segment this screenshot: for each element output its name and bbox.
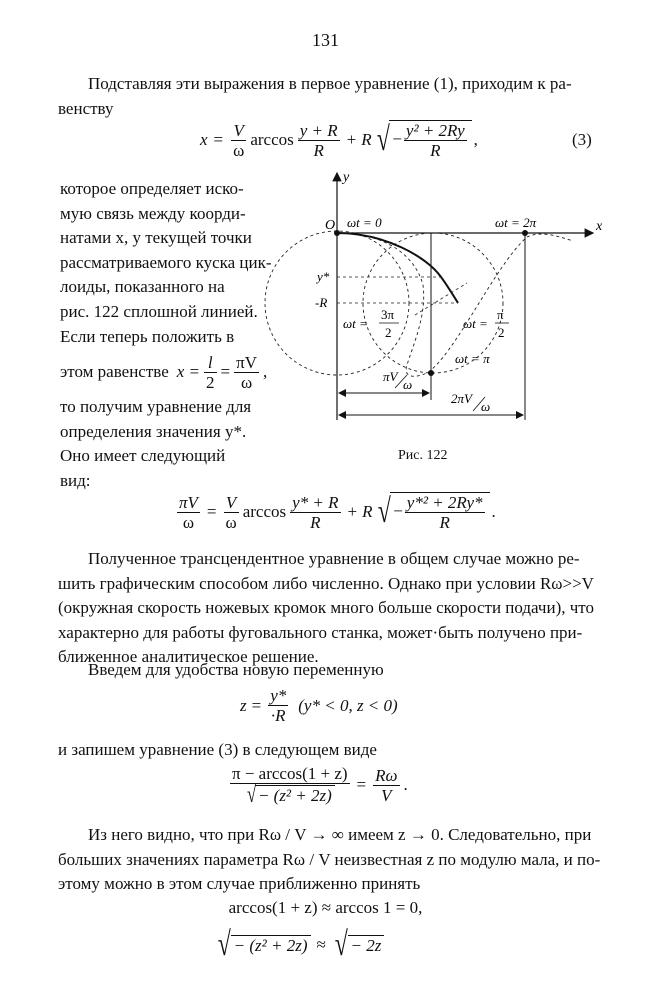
eq4-equals: =: [206, 502, 217, 521]
eq4-omega-2: ω: [225, 512, 237, 532]
eq5-numerator: y*: [270, 686, 287, 705]
eq8-approx: ≈: [316, 935, 326, 954]
label-ystar: y*: [317, 269, 330, 284]
eq6-radical: − (z² + 2z): [255, 785, 335, 805]
label-3pi: 3π: [381, 307, 395, 322]
paragraph-5-line-3: этому можно в этом случае приближенно принять: [58, 874, 421, 894]
eq4-radical-numerator: y*² + 2Ry*: [406, 493, 483, 512]
eq3-radical-numerator: y² + 2Ry: [405, 121, 465, 140]
eq4-v: V: [224, 493, 239, 513]
equation-8: [215, 928, 384, 962]
label-minusR: -R: [315, 295, 328, 310]
paragraph-4: и запишем уравнение (3) в следующем виде: [58, 740, 377, 759]
eq6-rnum: Rω: [375, 765, 398, 785]
equation-6: [228, 764, 408, 809]
eq6-dot: .: [403, 775, 408, 795]
inline-eq2: =: [220, 361, 231, 381]
eq8-rhs-radical: − 2z: [348, 935, 385, 956]
label-dim1-den: ω: [403, 377, 413, 392]
eq6-lhs: [230, 764, 350, 809]
eq3-lhs: x: [200, 130, 208, 149]
label-dim2-den: ω: [481, 399, 491, 414]
label-dim2-num: 2πV: [451, 391, 472, 406]
equation-7: arccos(1 + z) ≈ arccos 1 = 0,: [228, 898, 423, 917]
label-3pi-den: 2: [385, 325, 392, 340]
eq6-denominator: [230, 782, 350, 809]
eq4-arccos: arccos: [242, 502, 287, 521]
eq4-dot: .: [491, 502, 496, 521]
cycloid-solid: [337, 233, 458, 303]
paragraph-1-line-1: Подставляя эти выражения в первое уравнение (1), приходим к ра-: [88, 74, 572, 93]
left-after-line-2: определения значения y*.: [60, 421, 247, 441]
label-origin: O: [325, 218, 336, 233]
eq4-omega: ω: [182, 512, 195, 532]
left-line-4: рассматриваемого куска цик-: [60, 252, 272, 272]
eq6-numerator: π − arccos(1 + z): [232, 764, 348, 783]
eq3-radical: [374, 120, 472, 160]
eq3-r: R: [361, 130, 372, 149]
page-number: 131: [312, 30, 339, 50]
label-wt2pi: ωt = 2π: [495, 215, 537, 230]
eq4-numerator: y* + R: [292, 492, 339, 512]
left-inline-equation: [60, 349, 268, 395]
eq8-lhs-radical: − (z² + 2z): [231, 935, 311, 956]
eq3-comma: ,: [473, 130, 478, 149]
paragraph-1-line-2: венству: [58, 98, 114, 118]
eq5-condition: (y* < 0, z < 0): [298, 695, 398, 715]
eq3-denominator: R: [313, 140, 324, 160]
eq8-lhs: [215, 928, 311, 962]
inline-2: 2: [206, 372, 215, 392]
eq4-minus: −: [393, 501, 403, 521]
inline-x: x =: [176, 361, 201, 381]
figure-122: [255, 165, 615, 450]
paragraph-2-line-2: шить графическим способом либо численно. Однако при условии Rω>>V: [58, 573, 594, 593]
eq4-radical: [375, 492, 490, 532]
eq5-z: z: [240, 695, 247, 715]
label-axis-x: x: [596, 219, 603, 234]
paragraph-2-line-4: характерно для работы фуговального станка, может·быть получено при-: [58, 622, 583, 642]
eq3-omega: ω: [233, 140, 245, 160]
paragraph-5: [58, 823, 603, 897]
label-wtpi2-pre: ωt =: [463, 316, 488, 331]
eq4-radical-denominator: R: [439, 513, 450, 532]
paragraph-2-line-5: ближенное аналитическое решение.: [58, 647, 319, 667]
eq6-equals: =: [356, 775, 367, 795]
eq3-equals: =: [213, 130, 224, 149]
label-pi2-den: 2: [498, 325, 505, 340]
eq5-equals: =: [251, 695, 262, 715]
left-after-line-3: Оно имеет следующий вид:: [60, 446, 226, 490]
left-after-line-1: то получим уравнение для: [60, 397, 252, 417]
eq3-fraction: [298, 121, 340, 160]
paragraph-2-line-1: Полученное трансцендентное уравнение в общем случае можно ре-: [88, 549, 580, 568]
eq5-denominator: ·R: [270, 706, 286, 725]
paragraph-3: Введем для удобства новую переменную: [88, 660, 384, 679]
left-line-5: лоиды, показанного на: [60, 277, 225, 297]
left-line-2: мую связь между коорди-: [60, 203, 246, 223]
inline-piv: πV: [236, 352, 257, 372]
inline-l: l: [204, 353, 217, 373]
sqrt-icon: √: [246, 782, 256, 809]
inline-omega: ω: [240, 372, 253, 392]
label-wt0: ωt = 0: [347, 215, 382, 230]
left-text-block: [60, 177, 272, 494]
paragraph-1: [58, 72, 603, 121]
paragraph-2: [58, 547, 603, 670]
sqrt-icon: √: [377, 493, 391, 530]
eq4-plus: +: [347, 502, 358, 521]
left-line-3: натами x, y текущей точки: [60, 228, 252, 248]
point-2pi: [522, 230, 528, 236]
left-line-6: рис. 122 сплошной линией.: [60, 301, 258, 321]
label-dim1-num: πV: [383, 369, 398, 384]
inline-eq-prefix: этом равенстве: [60, 361, 169, 381]
eq4-piv: πV: [179, 492, 198, 512]
label-pi: π: [497, 307, 504, 322]
figure-caption: Рис. 122: [398, 448, 448, 463]
paragraph-5-line-1: Из него видно, что при Rω / V → ∞ имеем z → 0. Следовательно, при: [88, 825, 592, 844]
eq8-rhs: [332, 928, 385, 962]
eq3-label: (3): [572, 130, 592, 149]
eq6-rden: V: [381, 785, 392, 805]
eq3-numerator: y + R: [299, 120, 338, 140]
eq3-arccos: arccos: [250, 130, 294, 149]
eq4-denominator: R: [310, 512, 321, 532]
label-wt3pi-pre: ωt =: [343, 316, 368, 331]
label-wtpi: ωt = π: [455, 351, 490, 366]
equation-4: [175, 492, 496, 532]
eq3-v-over-omega: [231, 121, 246, 160]
sqrt-icon: √: [334, 926, 348, 963]
inline-comma: ,: [263, 361, 268, 381]
left-line-1: которое определяет иско-: [60, 179, 244, 198]
point-pi: [428, 370, 434, 376]
eq3-v: V: [231, 121, 246, 141]
equation-5: [240, 686, 398, 725]
eq3-radical-denominator: R: [430, 141, 441, 160]
label-axis-y: y: [343, 170, 350, 185]
paragraph-5-line-2: больших значениях параметра Rω / V неизвестная z по модулю мала, и по-: [58, 849, 601, 869]
eq3-minus: −: [392, 129, 402, 149]
eq4-r: R: [362, 502, 373, 521]
left-line-7: Если теперь положить в: [60, 326, 235, 346]
paragraph-2-line-3: (окружная скорость ножевых кромок много больше скорости подачи), что: [58, 598, 594, 618]
sqrt-icon: √: [376, 121, 390, 158]
eq3-plus: +: [346, 130, 357, 149]
equation-3: [200, 120, 478, 160]
sqrt-icon: √: [217, 926, 231, 963]
